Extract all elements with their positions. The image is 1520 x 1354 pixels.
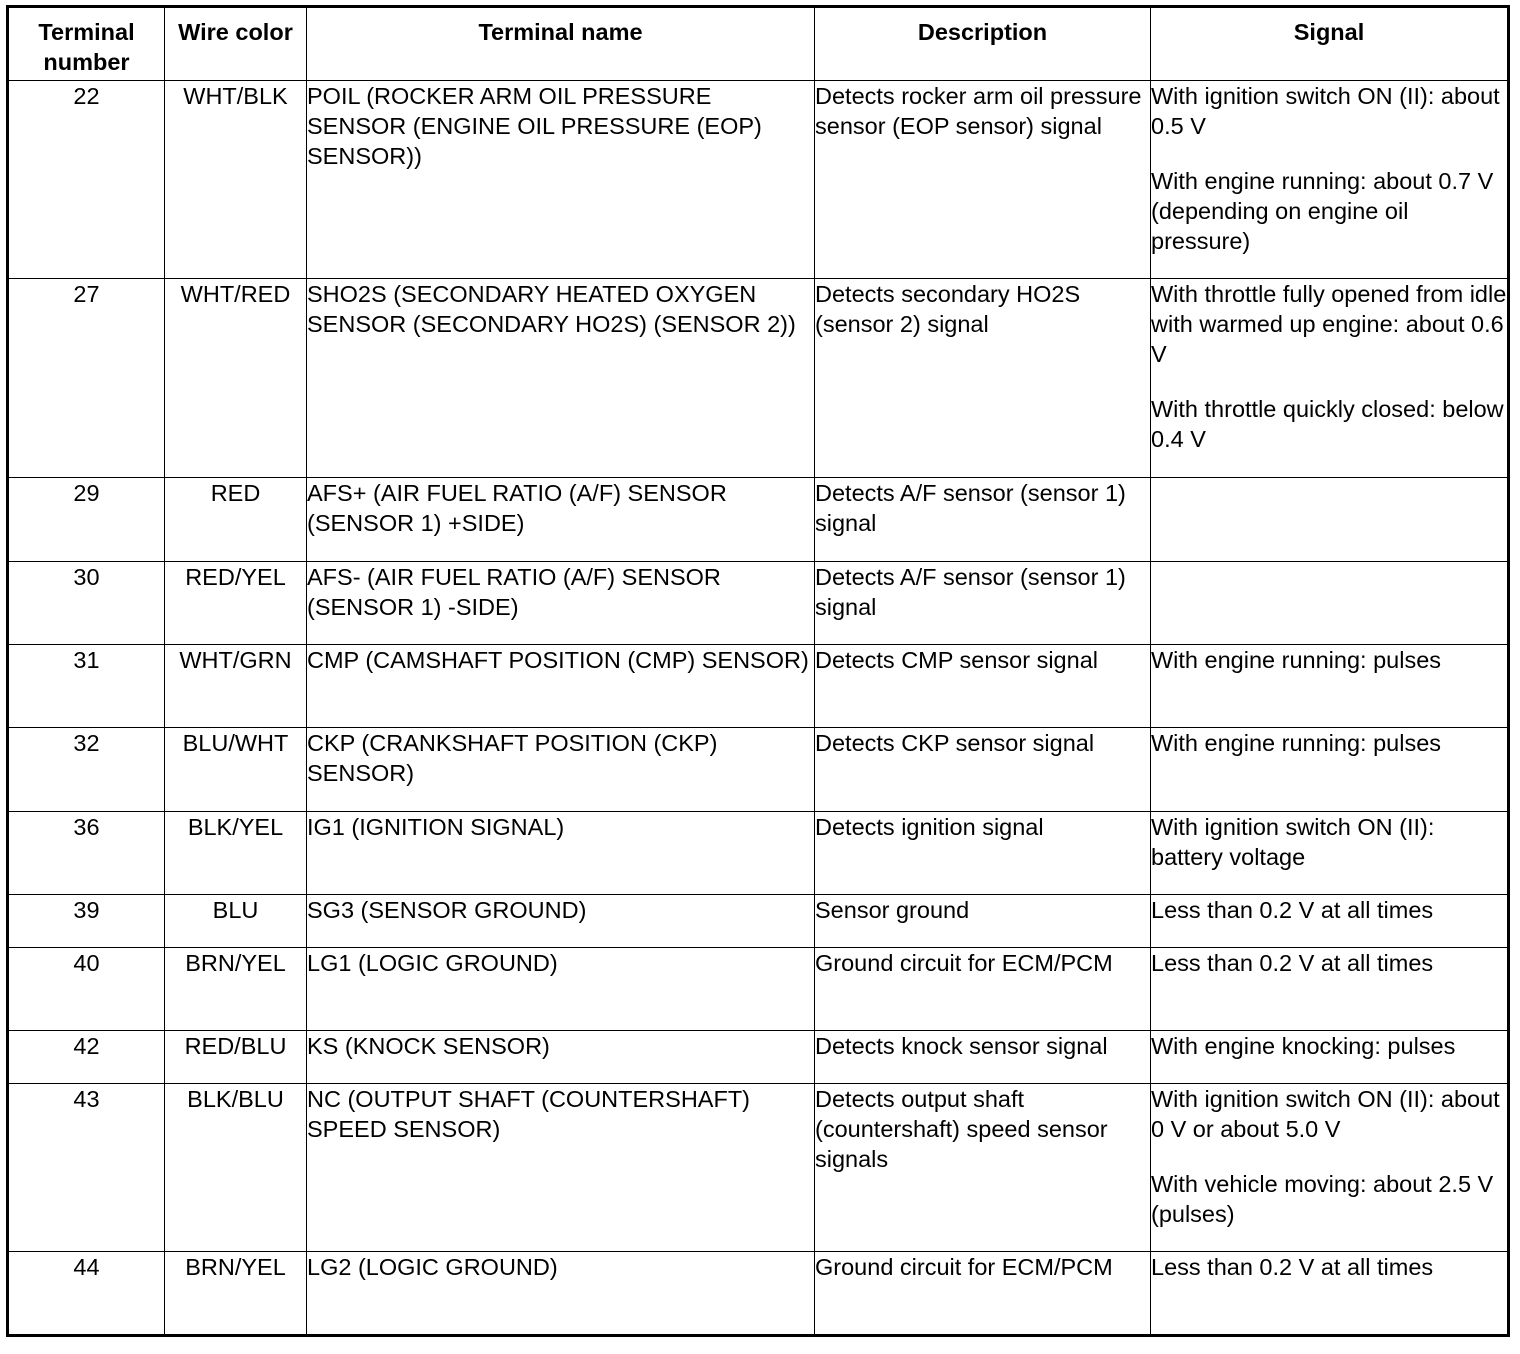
wire-color-cell: WHT/GRN — [165, 645, 307, 728]
header-terminal-name: Terminal name — [307, 7, 815, 81]
signal-cell — [1151, 895, 1509, 948]
wire-color-cell: RED — [165, 478, 307, 562]
signal-cell — [1151, 1084, 1509, 1252]
signal-cell — [1151, 948, 1509, 1031]
signal-cell — [1151, 1031, 1509, 1084]
terminal-number-cell: 42 — [8, 1031, 165, 1084]
signal-cell — [1151, 812, 1509, 895]
wire-color-cell: BRN/YEL — [165, 948, 307, 1031]
header-wire-color: Wire color — [165, 7, 307, 81]
header-row — [8, 7, 1509, 81]
terminal-number-cell: 31 — [8, 645, 165, 728]
signal-line: With engine running: about 0.7 V (depending on engine oil pressure) — [1151, 168, 1494, 254]
terminal-name-cell: KS (KNOCK SENSOR) — [307, 1031, 815, 1084]
header-signal: Signal — [1151, 7, 1509, 81]
terminal-name-cell: LG1 (LOGIC GROUND) — [307, 948, 815, 1031]
signal-cell — [1151, 279, 1509, 478]
table-row — [8, 948, 1509, 1031]
signal-line: Less than 0.2 V at all times — [1151, 897, 1434, 923]
signal-line: With ignition switch ON (II): about 0.5 V — [1151, 83, 1500, 139]
terminal-number-cell: 27 — [8, 279, 165, 478]
terminal-name-cell: CKP (CRANKSHAFT POSITION (CKP) SENSOR) — [307, 728, 815, 812]
wire-color-cell: BLK/YEL — [165, 812, 307, 895]
header-terminal-number: Terminal number — [8, 7, 165, 81]
description-cell: Detects secondary HO2S (sensor 2) signal — [815, 279, 1151, 478]
terminal-name-cell: LG2 (LOGIC GROUND) — [307, 1252, 815, 1336]
wire-color-cell: BRN/YEL — [165, 1252, 307, 1336]
signal-line: With ignition switch ON (II): about 0 V or about 5.0 V — [1151, 1086, 1500, 1142]
table-body — [8, 81, 1509, 1336]
table-row — [8, 279, 1509, 478]
table-row — [8, 1084, 1509, 1252]
terminal-number-cell: 40 — [8, 948, 165, 1031]
signal-line: With engine running: pulses — [1151, 730, 1442, 756]
description-cell: Detects ignition signal — [815, 812, 1151, 895]
terminal-name-cell: CMP (CAMSHAFT POSITION (CMP) SENSOR) — [307, 645, 815, 728]
terminal-number-cell: 43 — [8, 1084, 165, 1252]
signal-cell — [1151, 645, 1509, 728]
terminal-number-cell: 30 — [8, 562, 165, 645]
description-cell: Ground circuit for ECM/PCM — [815, 1252, 1151, 1336]
wire-color-cell: RED/YEL — [165, 562, 307, 645]
terminal-number-cell: 39 — [8, 895, 165, 948]
wire-color-cell: WHT/RED — [165, 279, 307, 478]
terminal-number-cell: 22 — [8, 81, 165, 279]
wire-color-cell: BLU/WHT — [165, 728, 307, 812]
wire-color-cell: WHT/BLK — [165, 81, 307, 279]
terminal-name-cell: AFS+ (AIR FUEL RATIO (A/F) SENSOR (SENSOR 1) +SIDE) — [307, 478, 815, 562]
description-cell: Detects A/F sensor (sensor 1) signal — [815, 478, 1151, 562]
description-cell: Detects knock sensor signal — [815, 1031, 1151, 1084]
signal-cell — [1151, 81, 1509, 279]
signal-line: With engine running: pulses — [1151, 647, 1442, 673]
signal-cell — [1151, 562, 1509, 645]
terminal-number-cell: 44 — [8, 1252, 165, 1336]
table-row — [8, 478, 1509, 562]
wire-color-cell: RED/BLU — [165, 1031, 307, 1084]
signal-line: With throttle fully opened from idle with warmed up engine: about 0.6 V — [1151, 281, 1507, 367]
signal-line: With ignition switch ON (II): battery voltage — [1151, 814, 1435, 870]
terminal-number-cell: 32 — [8, 728, 165, 812]
description-cell: Ground circuit for ECM/PCM — [815, 948, 1151, 1031]
table-row — [8, 728, 1509, 812]
signal-line: Less than 0.2 V at all times — [1151, 1254, 1434, 1280]
terminal-name-cell: POIL (ROCKER ARM OIL PRESSURE SENSOR (ENGINE OIL PRESSURE (EOP) SENSOR)) — [307, 81, 815, 279]
terminal-number-cell: 36 — [8, 812, 165, 895]
wire-color-cell: BLK/BLU — [165, 1084, 307, 1252]
table-row — [8, 562, 1509, 645]
description-cell: Detects CMP sensor signal — [815, 645, 1151, 728]
header-description: Description — [815, 7, 1151, 81]
table-row — [8, 895, 1509, 948]
terminal-name-cell: IG1 (IGNITION SIGNAL) — [307, 812, 815, 895]
terminal-name-cell: SG3 (SENSOR GROUND) — [307, 895, 815, 948]
signal-line: With vehicle moving: about 2.5 V (pulses) — [1151, 1171, 1494, 1227]
signal-line: With throttle quickly closed: below 0.4 V — [1151, 396, 1504, 452]
table-row — [8, 812, 1509, 895]
signal-cell — [1151, 478, 1509, 562]
table-row — [8, 1031, 1509, 1084]
description-cell: Detects A/F sensor (sensor 1) signal — [815, 562, 1151, 645]
table-row — [8, 1252, 1509, 1336]
signal-cell — [1151, 1252, 1509, 1336]
terminal-name-cell: NC (OUTPUT SHAFT (COUNTERSHAFT) SPEED SENSOR) — [307, 1084, 815, 1252]
terminal-name-cell: AFS- (AIR FUEL RATIO (A/F) SENSOR (SENSOR 1) -SIDE) — [307, 562, 815, 645]
signal-cell — [1151, 728, 1509, 812]
terminal-table — [6, 5, 1510, 1337]
wire-color-cell: BLU — [165, 895, 307, 948]
description-cell: Detects output shaft (countershaft) speed sensor signals — [815, 1084, 1151, 1252]
terminal-number-cell: 29 — [8, 478, 165, 562]
table-row — [8, 81, 1509, 279]
description-cell: Detects CKP sensor signal — [815, 728, 1151, 812]
table-row — [8, 645, 1509, 728]
signal-line: With engine knocking: pulses — [1151, 1033, 1456, 1059]
signal-line: Less than 0.2 V at all times — [1151, 950, 1434, 976]
description-cell: Detects rocker arm oil pressure sensor (EOP sensor) signal — [815, 81, 1151, 279]
description-cell: Sensor ground — [815, 895, 1151, 948]
terminal-name-cell: SHO2S (SECONDARY HEATED OXYGEN SENSOR (SECONDARY HO2S) (SENSOR 2)) — [307, 279, 815, 478]
